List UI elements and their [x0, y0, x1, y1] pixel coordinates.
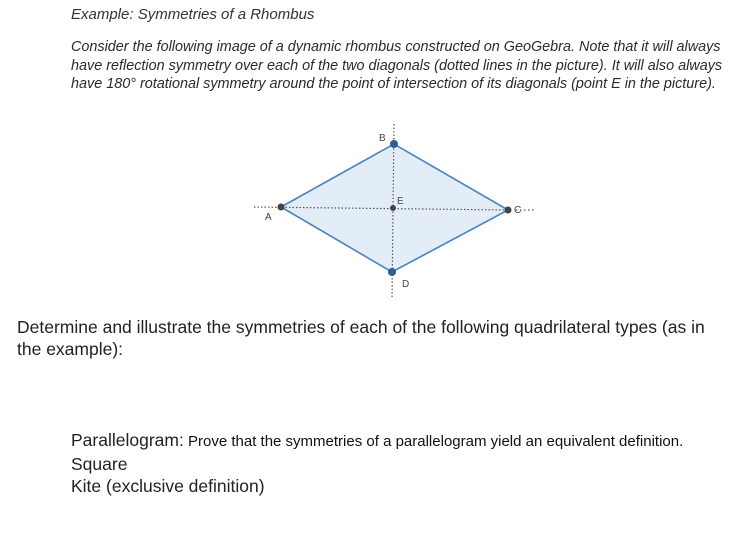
- point-e: [390, 205, 396, 211]
- task-parallelogram: [71, 429, 741, 453]
- example-description: Consider the following image of a dynamic rhombus constructed on GeoGebra. Note that it will always have reflection symmetry over each of the two diagonals (dotted lines in the picture). It will also always have 180° rotational symmetry around the point of intersection of its diagonals (point E in the picture).: [71, 39, 723, 92]
- quadrilateral-task-list: [71, 429, 741, 497]
- rhombus-figure: [240, 118, 560, 298]
- rhombus-diagram: [240, 118, 560, 298]
- task-parallelogram-label: Parallelogram:: [71, 430, 184, 450]
- label-a: A: [265, 212, 272, 223]
- label-c: C: [514, 205, 522, 216]
- label-d: D: [402, 279, 410, 290]
- label-b: B: [379, 133, 386, 144]
- point-a: [278, 204, 285, 211]
- assignment-prompt: Determine and illustrate the symmetries of each of the following quadrilateral types (as in the example):: [17, 317, 705, 359]
- point-c: [505, 207, 512, 214]
- example-title: Example: Symmetries of a Rhombus: [71, 6, 315, 23]
- point-b: [390, 140, 398, 148]
- task-kite: Kite (exclusive definition): [71, 476, 265, 496]
- task-square: Square: [71, 454, 128, 474]
- label-e: E: [397, 196, 404, 207]
- task-parallelogram-extra: Prove that the symmetries of a parallelogram yield an equivalent definition.: [183, 433, 684, 450]
- point-d: [388, 268, 396, 276]
